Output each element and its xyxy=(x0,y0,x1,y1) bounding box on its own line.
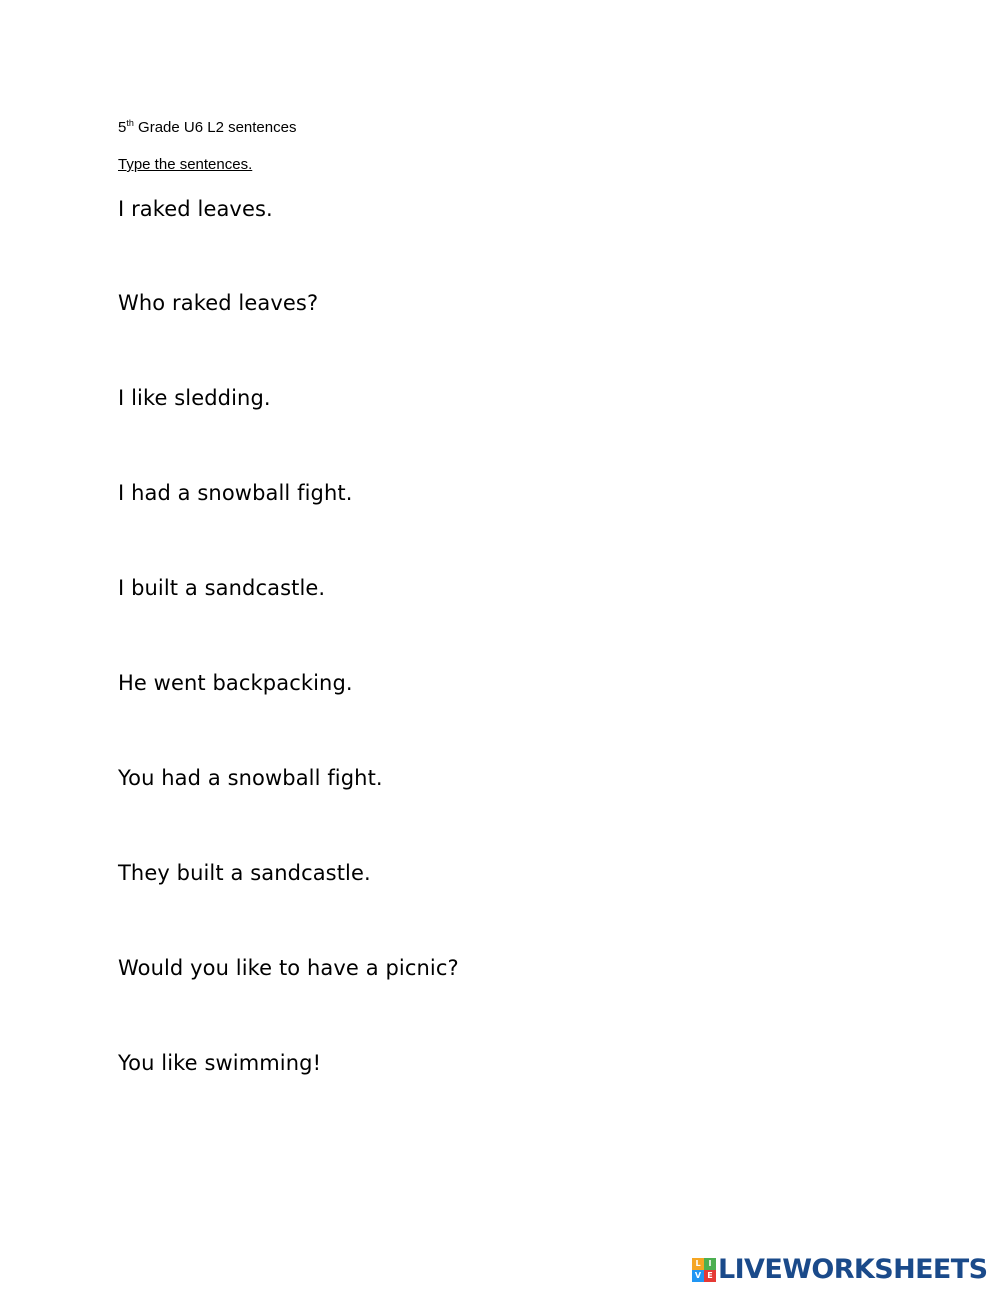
logo-letter-v: V xyxy=(692,1270,704,1282)
title-text: Grade U6 L2 sentences xyxy=(133,119,297,136)
brand-name: LIVEWORKSHEETS xyxy=(718,1254,988,1285)
sentence-10: You like swimming! xyxy=(118,1051,322,1075)
title-grade-number: 5 xyxy=(118,119,127,136)
sentence-2: Who raked leaves? xyxy=(118,291,319,315)
logo-letter-e: E xyxy=(704,1270,716,1282)
logo-letter-i: I xyxy=(704,1258,716,1270)
logo-letter-l: L xyxy=(692,1258,704,1270)
sentence-7: You had a snowball fight. xyxy=(118,766,383,790)
sentence-9: Would you like to have a picnic? xyxy=(118,956,459,980)
sentence-3: I like sledding. xyxy=(118,386,271,410)
liveworksheets-brand xyxy=(692,1255,987,1285)
sentence-1: I raked leaves. xyxy=(118,197,273,221)
sentence-8: They built a sandcastle. xyxy=(118,861,371,885)
instructions: Type the sentences. xyxy=(118,156,253,173)
sentence-4: I had a snowball fight. xyxy=(118,481,353,505)
sentence-5: I built a sandcastle. xyxy=(118,576,326,600)
worksheet-title xyxy=(118,118,296,138)
liveworksheets-logo-icon xyxy=(692,1258,716,1282)
sentence-6: He went backpacking. xyxy=(118,671,353,695)
title-ordinal-suffix: th xyxy=(126,118,134,128)
